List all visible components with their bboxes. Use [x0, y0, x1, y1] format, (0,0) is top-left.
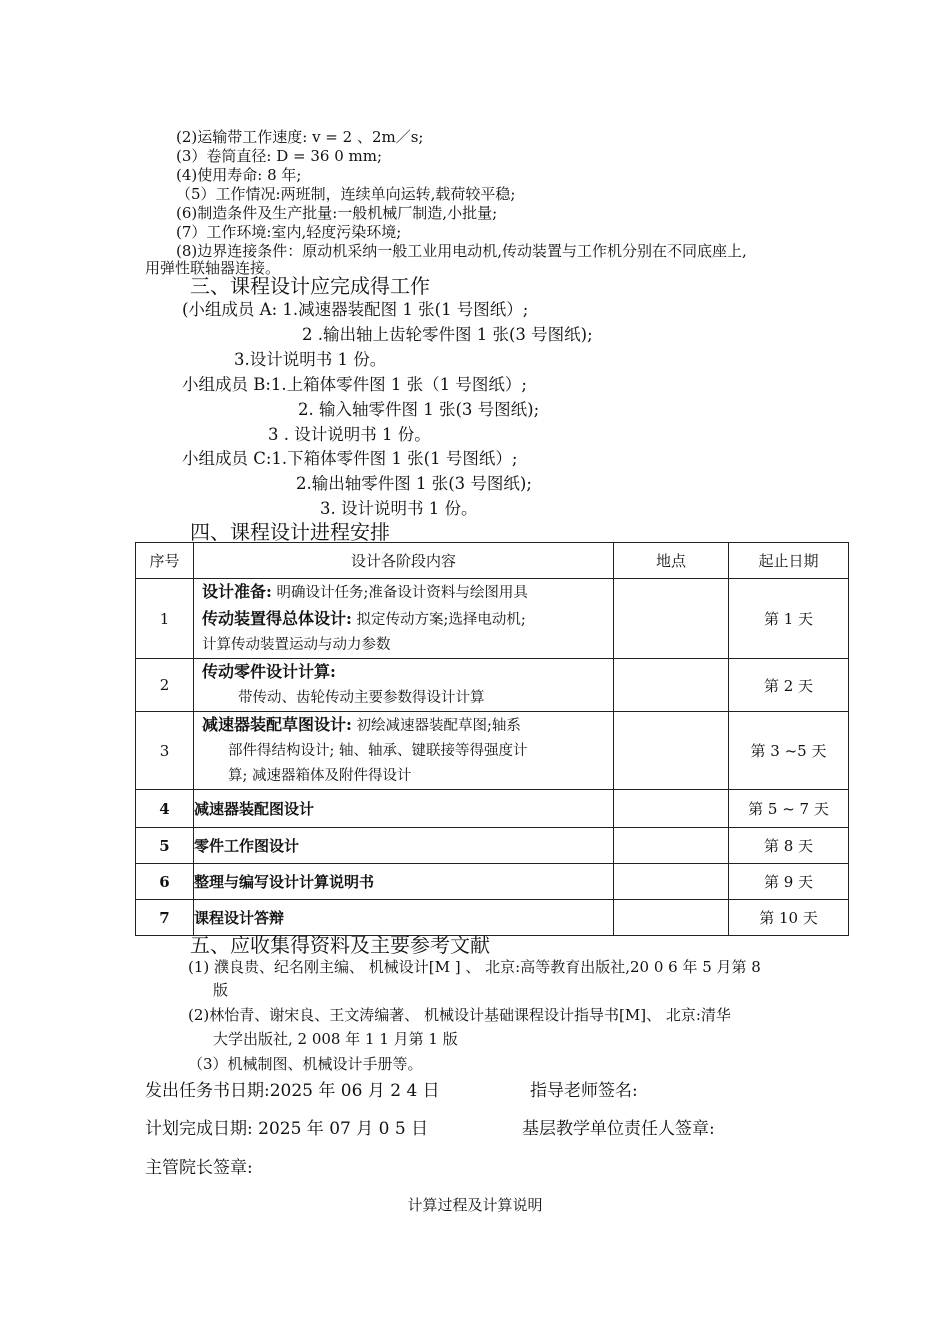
table-row	[136, 864, 849, 900]
reference-3: （3）机械制图、机械设计手册等。	[188, 1055, 423, 1073]
row-no: 5	[136, 828, 194, 864]
stage-desc: 拟定传动方案;选择电动机;	[351, 612, 526, 628]
stage-desc: 部件得结构设计; 轴、轴承、键联接等得强度计	[228, 743, 528, 759]
param-manufacture: (6)制造条件及生产批量:一般机械厂制造,小批量;	[176, 204, 498, 222]
row-date: 第 9 天	[729, 864, 849, 900]
member-c-item-2: 2.输出轴零件图 1 张(3 号图纸);	[296, 474, 532, 493]
row-no: 4	[136, 790, 194, 828]
member-b-item-1: 小组成员 B:1.上箱体零件图 1 张（1 号图纸）;	[182, 375, 527, 394]
member-b-item-3: 3 . 设计说明书 1 份。	[268, 425, 431, 444]
member-a-item-3: 3.设计说明书 1 份。	[234, 350, 387, 369]
row-no: 2	[136, 659, 194, 712]
row-no: 3	[136, 712, 194, 790]
stage-desc: 计算传动装置运动与动力参数	[202, 637, 391, 653]
param-speed: (2)运输带工作速度: v = 2 、2m／s;	[176, 128, 424, 146]
row-date: 第 3 ~5 天	[729, 712, 849, 790]
row-no: 6	[136, 864, 194, 900]
table-header-row	[136, 543, 849, 579]
row-date: 第 2 天	[729, 659, 849, 712]
calculation-section-title: 计算过程及计算说明	[407, 1196, 543, 1214]
row-date: 第 1 天	[729, 579, 849, 659]
dean-signature-label: 主管院长签章:	[145, 1158, 253, 1178]
param-work: （5）工作情况:两班制，连续单向运转,载荷较平稳;	[176, 185, 516, 203]
row-location	[614, 828, 729, 864]
stage-title: 减速器装配草图设计:	[202, 715, 352, 734]
header-content: 设计各阶段内容	[194, 543, 614, 579]
stage-desc: 带传动、齿轮传动主要参数得设计计算	[238, 690, 485, 706]
stage-desc: 初绘减速器装配草图;轴系	[351, 718, 521, 734]
row-date: 第 8 天	[729, 828, 849, 864]
member-c-item-3: 3. 设计说明书 1 份。	[320, 499, 478, 518]
row-content	[194, 659, 614, 712]
reference-1-line-1: (1) 濮良贵、纪名刚主编、 机械设计[M ] 、 北京:高等教育出版社,20 0 6 年 5 月第 8	[188, 958, 761, 976]
stage-title: 传动零件设计计算:	[202, 662, 336, 681]
stage-desc: 算; 减速器箱体及附件得设计	[228, 768, 412, 784]
table-row	[136, 790, 849, 828]
unit-signature-label: 基层教学单位责任人签章:	[522, 1119, 715, 1139]
section-5-title: 五、应收集得资料及主要参考文献	[190, 933, 490, 957]
param-diameter: (3）卷筒直径: D = 36 0 mm;	[176, 147, 383, 165]
table-row	[136, 712, 849, 790]
header-date: 起止日期	[729, 543, 849, 579]
member-b-item-2: 2. 输入轴零件图 1 张(3 号图纸);	[298, 400, 540, 419]
header-location: 地点	[614, 543, 729, 579]
row-location	[614, 790, 729, 828]
param-connection-1: (8)边界连接条件：原动机采纳一般工业用电动机,传动装置与工作机分别在不同底座上,	[176, 242, 747, 260]
table-row	[136, 659, 849, 712]
reference-2-line-2: 大学出版社, 2 008 年 1 1 月第 1 版	[213, 1030, 458, 1048]
param-connection-2: 用弹性联轴器连接。	[145, 259, 281, 277]
table-row	[136, 579, 849, 659]
reference-2-line-1: (2)林怡青、谢宋良、王文涛编著、 机械设计基础课程设计指导书[M]、 北京:清华	[188, 1006, 731, 1024]
row-location	[614, 900, 729, 936]
row-content: 零件工作图设计	[194, 828, 614, 864]
row-content	[194, 712, 614, 790]
header-no: 序号	[136, 543, 194, 579]
row-content: 减速器装配图设计	[194, 790, 614, 828]
member-a-item-2: 2 .输出轴上齿轮零件图 1 张(3 号图纸);	[302, 325, 593, 344]
row-content: 整理与编写设计计算说明书	[194, 864, 614, 900]
stage-title: 设计准备:	[202, 582, 272, 601]
table-row	[136, 828, 849, 864]
member-a-item-1: (小组成员 A: 1.减速器装配图 1 张(1 号图纸）;	[182, 300, 529, 319]
row-no: 7	[136, 900, 194, 936]
row-location	[614, 659, 729, 712]
row-location	[614, 579, 729, 659]
param-life: (4)使用寿命: 8 年;	[176, 166, 302, 184]
teacher-signature-label: 指导老师签名:	[530, 1081, 638, 1101]
row-content: 课程设计答辩	[194, 900, 614, 936]
section-3-title: 三、课程设计应完成得工作	[190, 274, 430, 298]
row-content	[194, 579, 614, 659]
stage-desc: 明确设计任务;准备设计资料与绘图用具	[271, 585, 528, 601]
plan-completion-date: 计划完成日期: 2025 年 07 月 0 5 日	[145, 1119, 429, 1139]
issue-date: 发出任务书日期:2025 年 06 月 2 4 日	[145, 1081, 440, 1101]
row-location	[614, 712, 729, 790]
row-no: 1	[136, 579, 194, 659]
row-location	[614, 864, 729, 900]
reference-1-line-2: 版	[213, 981, 229, 999]
schedule-table	[135, 542, 849, 936]
member-c-item-1: 小组成员 C:1.下箱体零件图 1 张(1 号图纸）;	[182, 449, 518, 468]
param-environment: (7）工作环境:室内,轻度污染环境;	[176, 223, 402, 241]
row-date: 第 10 天	[729, 900, 849, 936]
row-date: 第 5 ~ 7 天	[729, 790, 849, 828]
section-4-title: 四、课程设计进程安排	[190, 520, 390, 544]
stage-title: 传动装置得总体设计:	[202, 609, 352, 628]
